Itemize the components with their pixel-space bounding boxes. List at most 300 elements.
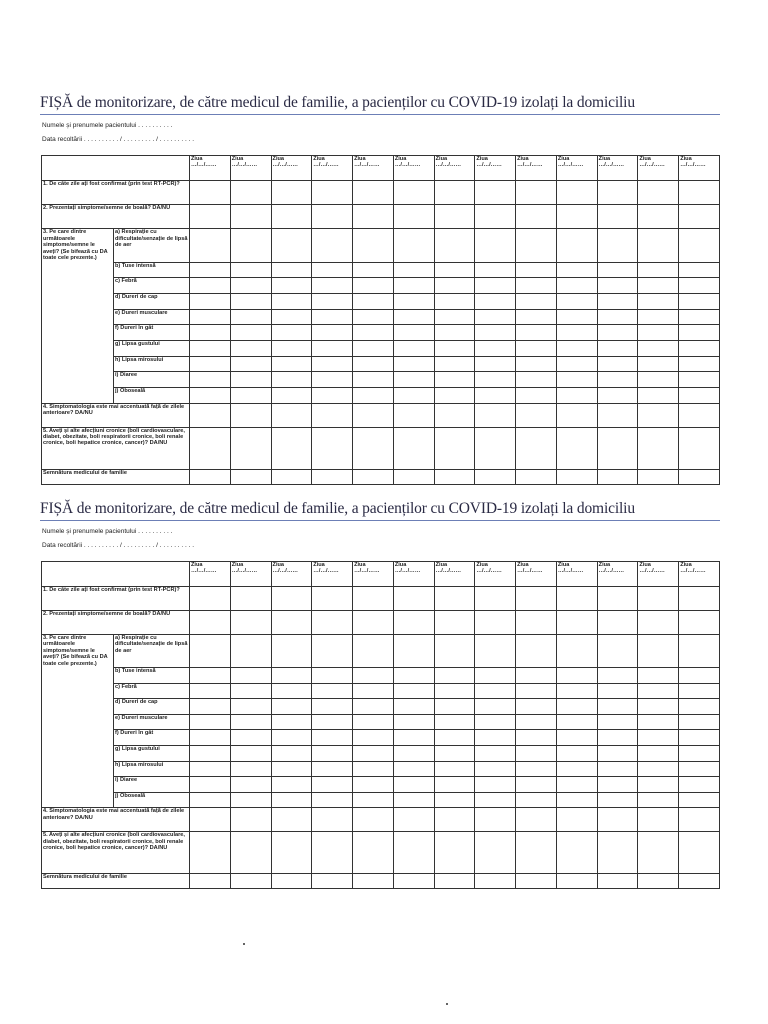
entry-cell[interactable] [312, 325, 353, 341]
entry-cell[interactable] [190, 427, 231, 469]
entry-cell[interactable] [556, 635, 597, 668]
entry-cell[interactable] [679, 714, 720, 730]
entry-cell[interactable] [312, 635, 353, 668]
entry-cell[interactable] [434, 745, 475, 761]
entry-cell[interactable] [556, 387, 597, 403]
entry-cell[interactable] [271, 403, 312, 427]
entry-cell[interactable] [353, 792, 394, 808]
entry-cell[interactable] [271, 714, 312, 730]
signature-cell[interactable] [597, 469, 638, 484]
entry-cell[interactable] [638, 229, 679, 262]
entry-cell[interactable] [475, 730, 516, 746]
signature-cell[interactable] [597, 874, 638, 889]
entry-cell[interactable] [475, 777, 516, 793]
entry-cell[interactable] [271, 635, 312, 668]
entry-cell[interactable] [353, 832, 394, 874]
entry-cell[interactable] [353, 427, 394, 469]
entry-cell[interactable] [638, 745, 679, 761]
entry-cell[interactable] [353, 262, 394, 278]
signature-cell[interactable] [475, 874, 516, 889]
entry-cell[interactable] [190, 262, 231, 278]
entry-cell[interactable] [312, 745, 353, 761]
signature-cell[interactable] [353, 874, 394, 889]
entry-cell[interactable] [393, 761, 434, 777]
entry-cell[interactable] [475, 808, 516, 832]
entry-cell[interactable] [679, 832, 720, 874]
entry-cell[interactable] [393, 340, 434, 356]
entry-cell[interactable] [434, 761, 475, 777]
signature-cell[interactable] [516, 874, 557, 889]
entry-cell[interactable] [638, 356, 679, 372]
entry-cell[interactable] [312, 668, 353, 684]
entry-cell[interactable] [190, 611, 231, 635]
entry-cell[interactable] [556, 372, 597, 388]
entry-cell[interactable] [190, 745, 231, 761]
entry-cell[interactable] [271, 699, 312, 715]
entry-cell[interactable] [434, 808, 475, 832]
entry-cell[interactable] [434, 229, 475, 262]
entry-cell[interactable] [638, 668, 679, 684]
entry-cell[interactable] [393, 745, 434, 761]
entry-cell[interactable] [271, 683, 312, 699]
entry-cell[interactable] [230, 229, 271, 262]
entry-cell[interactable] [475, 229, 516, 262]
entry-cell[interactable] [516, 635, 557, 668]
signature-cell[interactable] [190, 874, 231, 889]
entry-cell[interactable] [638, 777, 679, 793]
entry-cell[interactable] [353, 808, 394, 832]
signature-cell[interactable] [312, 874, 353, 889]
entry-cell[interactable] [190, 309, 231, 325]
entry-cell[interactable] [475, 587, 516, 611]
entry-cell[interactable] [230, 387, 271, 403]
entry-cell[interactable] [312, 293, 353, 309]
entry-cell[interactable] [597, 205, 638, 229]
entry-cell[interactable] [393, 205, 434, 229]
entry-cell[interactable] [516, 730, 557, 746]
entry-cell[interactable] [353, 611, 394, 635]
entry-cell[interactable] [190, 699, 231, 715]
entry-cell[interactable] [434, 372, 475, 388]
entry-cell[interactable] [556, 808, 597, 832]
entry-cell[interactable] [190, 777, 231, 793]
entry-cell[interactable] [393, 832, 434, 874]
entry-cell[interactable] [271, 372, 312, 388]
signature-cell[interactable] [556, 469, 597, 484]
entry-cell[interactable] [353, 293, 394, 309]
entry-cell[interactable] [312, 611, 353, 635]
entry-cell[interactable] [475, 293, 516, 309]
entry-cell[interactable] [271, 229, 312, 262]
entry-cell[interactable] [679, 387, 720, 403]
entry-cell[interactable] [556, 832, 597, 874]
entry-cell[interactable] [679, 181, 720, 205]
entry-cell[interactable] [475, 356, 516, 372]
entry-cell[interactable] [679, 587, 720, 611]
entry-cell[interactable] [597, 745, 638, 761]
entry-cell[interactable] [190, 761, 231, 777]
entry-cell[interactable] [597, 792, 638, 808]
signature-cell[interactable] [638, 469, 679, 484]
entry-cell[interactable] [271, 587, 312, 611]
entry-cell[interactable] [516, 293, 557, 309]
entry-cell[interactable] [516, 777, 557, 793]
entry-cell[interactable] [638, 262, 679, 278]
entry-cell[interactable] [638, 730, 679, 746]
entry-cell[interactable] [679, 229, 720, 262]
entry-cell[interactable] [679, 745, 720, 761]
entry-cell[interactable] [434, 356, 475, 372]
entry-cell[interactable] [312, 777, 353, 793]
entry-cell[interactable] [393, 262, 434, 278]
entry-cell[interactable] [638, 325, 679, 341]
entry-cell[interactable] [434, 387, 475, 403]
entry-cell[interactable] [271, 668, 312, 684]
entry-cell[interactable] [230, 587, 271, 611]
entry-cell[interactable] [393, 325, 434, 341]
entry-cell[interactable] [516, 387, 557, 403]
entry-cell[interactable] [271, 205, 312, 229]
entry-cell[interactable] [230, 792, 271, 808]
entry-cell[interactable] [312, 683, 353, 699]
entry-cell[interactable] [475, 611, 516, 635]
entry-cell[interactable] [516, 832, 557, 874]
entry-cell[interactable] [190, 792, 231, 808]
signature-cell[interactable] [190, 469, 231, 484]
entry-cell[interactable] [597, 699, 638, 715]
entry-cell[interactable] [516, 745, 557, 761]
entry-cell[interactable] [312, 229, 353, 262]
entry-cell[interactable] [475, 205, 516, 229]
entry-cell[interactable] [475, 387, 516, 403]
entry-cell[interactable] [556, 745, 597, 761]
entry-cell[interactable] [353, 387, 394, 403]
entry-cell[interactable] [475, 668, 516, 684]
entry-cell[interactable] [597, 356, 638, 372]
entry-cell[interactable] [638, 293, 679, 309]
entry-cell[interactable] [312, 181, 353, 205]
entry-cell[interactable] [230, 714, 271, 730]
entry-cell[interactable] [271, 325, 312, 341]
signature-cell[interactable] [679, 469, 720, 484]
entry-cell[interactable] [434, 427, 475, 469]
entry-cell[interactable] [393, 714, 434, 730]
entry-cell[interactable] [434, 832, 475, 874]
entry-cell[interactable] [190, 181, 231, 205]
entry-cell[interactable] [393, 683, 434, 699]
entry-cell[interactable] [516, 205, 557, 229]
entry-cell[interactable] [597, 340, 638, 356]
entry-cell[interactable] [556, 714, 597, 730]
entry-cell[interactable] [230, 745, 271, 761]
entry-cell[interactable] [393, 635, 434, 668]
entry-cell[interactable] [353, 356, 394, 372]
entry-cell[interactable] [679, 611, 720, 635]
entry-cell[interactable] [190, 403, 231, 427]
entry-cell[interactable] [434, 309, 475, 325]
entry-cell[interactable] [353, 205, 394, 229]
entry-cell[interactable] [230, 635, 271, 668]
entry-cell[interactable] [434, 699, 475, 715]
entry-cell[interactable] [230, 372, 271, 388]
entry-cell[interactable] [230, 309, 271, 325]
entry-cell[interactable] [516, 611, 557, 635]
entry-cell[interactable] [271, 387, 312, 403]
entry-cell[interactable] [271, 832, 312, 874]
entry-cell[interactable] [190, 730, 231, 746]
signature-cell[interactable] [312, 469, 353, 484]
entry-cell[interactable] [353, 372, 394, 388]
entry-cell[interactable] [679, 808, 720, 832]
entry-cell[interactable] [516, 262, 557, 278]
entry-cell[interactable] [190, 356, 231, 372]
entry-cell[interactable] [190, 683, 231, 699]
signature-cell[interactable] [475, 469, 516, 484]
entry-cell[interactable] [230, 668, 271, 684]
entry-cell[interactable] [516, 587, 557, 611]
entry-cell[interactable] [312, 832, 353, 874]
entry-cell[interactable] [230, 730, 271, 746]
entry-cell[interactable] [393, 293, 434, 309]
entry-cell[interactable] [638, 340, 679, 356]
entry-cell[interactable] [679, 325, 720, 341]
entry-cell[interactable] [393, 611, 434, 635]
entry-cell[interactable] [679, 792, 720, 808]
entry-cell[interactable] [679, 427, 720, 469]
entry-cell[interactable] [190, 293, 231, 309]
entry-cell[interactable] [556, 356, 597, 372]
entry-cell[interactable] [597, 387, 638, 403]
entry-cell[interactable] [597, 668, 638, 684]
entry-cell[interactable] [556, 668, 597, 684]
entry-cell[interactable] [271, 761, 312, 777]
entry-cell[interactable] [230, 832, 271, 874]
entry-cell[interactable] [679, 730, 720, 746]
entry-cell[interactable] [312, 792, 353, 808]
entry-cell[interactable] [434, 293, 475, 309]
entry-cell[interactable] [516, 181, 557, 205]
entry-cell[interactable] [230, 181, 271, 205]
entry-cell[interactable] [556, 340, 597, 356]
entry-cell[interactable] [638, 808, 679, 832]
entry-cell[interactable] [353, 668, 394, 684]
entry-cell[interactable] [230, 340, 271, 356]
entry-cell[interactable] [475, 309, 516, 325]
entry-cell[interactable] [353, 403, 394, 427]
entry-cell[interactable] [434, 403, 475, 427]
entry-cell[interactable] [271, 730, 312, 746]
entry-cell[interactable] [312, 427, 353, 469]
entry-cell[interactable] [556, 262, 597, 278]
entry-cell[interactable] [516, 340, 557, 356]
entry-cell[interactable] [679, 278, 720, 294]
entry-cell[interactable] [679, 761, 720, 777]
entry-cell[interactable] [230, 808, 271, 832]
entry-cell[interactable] [353, 683, 394, 699]
entry-cell[interactable] [353, 340, 394, 356]
entry-cell[interactable] [679, 205, 720, 229]
entry-cell[interactable] [271, 808, 312, 832]
entry-cell[interactable] [312, 340, 353, 356]
entry-cell[interactable] [638, 387, 679, 403]
entry-cell[interactable] [190, 340, 231, 356]
entry-cell[interactable] [556, 205, 597, 229]
entry-cell[interactable] [556, 403, 597, 427]
entry-cell[interactable] [434, 181, 475, 205]
entry-cell[interactable] [597, 309, 638, 325]
entry-cell[interactable] [393, 699, 434, 715]
entry-cell[interactable] [638, 792, 679, 808]
entry-cell[interactable] [597, 611, 638, 635]
entry-cell[interactable] [271, 427, 312, 469]
signature-cell[interactable] [516, 469, 557, 484]
entry-cell[interactable] [312, 808, 353, 832]
entry-cell[interactable] [190, 229, 231, 262]
entry-cell[interactable] [312, 387, 353, 403]
entry-cell[interactable] [516, 427, 557, 469]
entry-cell[interactable] [516, 372, 557, 388]
entry-cell[interactable] [230, 699, 271, 715]
entry-cell[interactable] [597, 262, 638, 278]
entry-cell[interactable] [434, 668, 475, 684]
entry-cell[interactable] [353, 309, 394, 325]
entry-cell[interactable] [679, 309, 720, 325]
entry-cell[interactable] [434, 730, 475, 746]
entry-cell[interactable] [597, 403, 638, 427]
entry-cell[interactable] [475, 262, 516, 278]
entry-cell[interactable] [638, 611, 679, 635]
entry-cell[interactable] [271, 777, 312, 793]
entry-cell[interactable] [393, 309, 434, 325]
signature-cell[interactable] [230, 469, 271, 484]
entry-cell[interactable] [230, 325, 271, 341]
entry-cell[interactable] [434, 683, 475, 699]
entry-cell[interactable] [312, 205, 353, 229]
entry-cell[interactable] [679, 683, 720, 699]
entry-cell[interactable] [556, 181, 597, 205]
signature-cell[interactable] [679, 874, 720, 889]
entry-cell[interactable] [434, 777, 475, 793]
entry-cell[interactable] [230, 611, 271, 635]
entry-cell[interactable] [312, 309, 353, 325]
entry-cell[interactable] [516, 325, 557, 341]
entry-cell[interactable] [556, 278, 597, 294]
entry-cell[interactable] [597, 832, 638, 874]
entry-cell[interactable] [393, 372, 434, 388]
entry-cell[interactable] [353, 325, 394, 341]
entry-cell[interactable] [434, 205, 475, 229]
entry-cell[interactable] [516, 792, 557, 808]
entry-cell[interactable] [230, 403, 271, 427]
entry-cell[interactable] [475, 325, 516, 341]
entry-cell[interactable] [230, 683, 271, 699]
signature-cell[interactable] [271, 874, 312, 889]
entry-cell[interactable] [230, 262, 271, 278]
entry-cell[interactable] [597, 427, 638, 469]
entry-cell[interactable] [679, 356, 720, 372]
entry-cell[interactable] [638, 699, 679, 715]
entry-cell[interactable] [597, 372, 638, 388]
signature-cell[interactable] [556, 874, 597, 889]
entry-cell[interactable] [393, 427, 434, 469]
entry-cell[interactable] [393, 668, 434, 684]
entry-cell[interactable] [679, 635, 720, 668]
entry-cell[interactable] [475, 427, 516, 469]
entry-cell[interactable] [679, 262, 720, 278]
entry-cell[interactable] [638, 761, 679, 777]
entry-cell[interactable] [434, 325, 475, 341]
entry-cell[interactable] [638, 832, 679, 874]
entry-cell[interactable] [312, 699, 353, 715]
entry-cell[interactable] [353, 278, 394, 294]
entry-cell[interactable] [475, 761, 516, 777]
entry-cell[interactable] [353, 635, 394, 668]
entry-cell[interactable] [312, 278, 353, 294]
entry-cell[interactable] [393, 777, 434, 793]
entry-cell[interactable] [597, 587, 638, 611]
entry-cell[interactable] [190, 714, 231, 730]
entry-cell[interactable] [516, 278, 557, 294]
entry-cell[interactable] [679, 668, 720, 684]
entry-cell[interactable] [353, 777, 394, 793]
entry-cell[interactable] [393, 403, 434, 427]
entry-cell[interactable] [190, 587, 231, 611]
entry-cell[interactable] [271, 278, 312, 294]
entry-cell[interactable] [638, 205, 679, 229]
entry-cell[interactable] [556, 777, 597, 793]
entry-cell[interactable] [556, 792, 597, 808]
entry-cell[interactable] [434, 262, 475, 278]
entry-cell[interactable] [638, 587, 679, 611]
entry-cell[interactable] [597, 293, 638, 309]
entry-cell[interactable] [190, 205, 231, 229]
entry-cell[interactable] [312, 356, 353, 372]
signature-cell[interactable] [434, 469, 475, 484]
entry-cell[interactable] [638, 683, 679, 699]
entry-cell[interactable] [597, 730, 638, 746]
entry-cell[interactable] [556, 427, 597, 469]
entry-cell[interactable] [393, 229, 434, 262]
entry-cell[interactable] [230, 278, 271, 294]
signature-cell[interactable] [638, 874, 679, 889]
entry-cell[interactable] [353, 587, 394, 611]
entry-cell[interactable] [230, 427, 271, 469]
entry-cell[interactable] [597, 683, 638, 699]
entry-cell[interactable] [434, 587, 475, 611]
signature-cell[interactable] [230, 874, 271, 889]
signature-cell[interactable] [434, 874, 475, 889]
entry-cell[interactable] [556, 309, 597, 325]
entry-cell[interactable] [190, 635, 231, 668]
entry-cell[interactable] [556, 325, 597, 341]
entry-cell[interactable] [393, 730, 434, 746]
entry-cell[interactable] [434, 714, 475, 730]
entry-cell[interactable] [353, 730, 394, 746]
entry-cell[interactable] [353, 714, 394, 730]
entry-cell[interactable] [393, 792, 434, 808]
entry-cell[interactable] [434, 635, 475, 668]
entry-cell[interactable] [638, 403, 679, 427]
entry-cell[interactable] [556, 699, 597, 715]
entry-cell[interactable] [434, 340, 475, 356]
entry-cell[interactable] [190, 372, 231, 388]
entry-cell[interactable] [230, 761, 271, 777]
entry-cell[interactable] [556, 611, 597, 635]
entry-cell[interactable] [475, 403, 516, 427]
entry-cell[interactable] [516, 668, 557, 684]
entry-cell[interactable] [516, 403, 557, 427]
entry-cell[interactable] [312, 372, 353, 388]
